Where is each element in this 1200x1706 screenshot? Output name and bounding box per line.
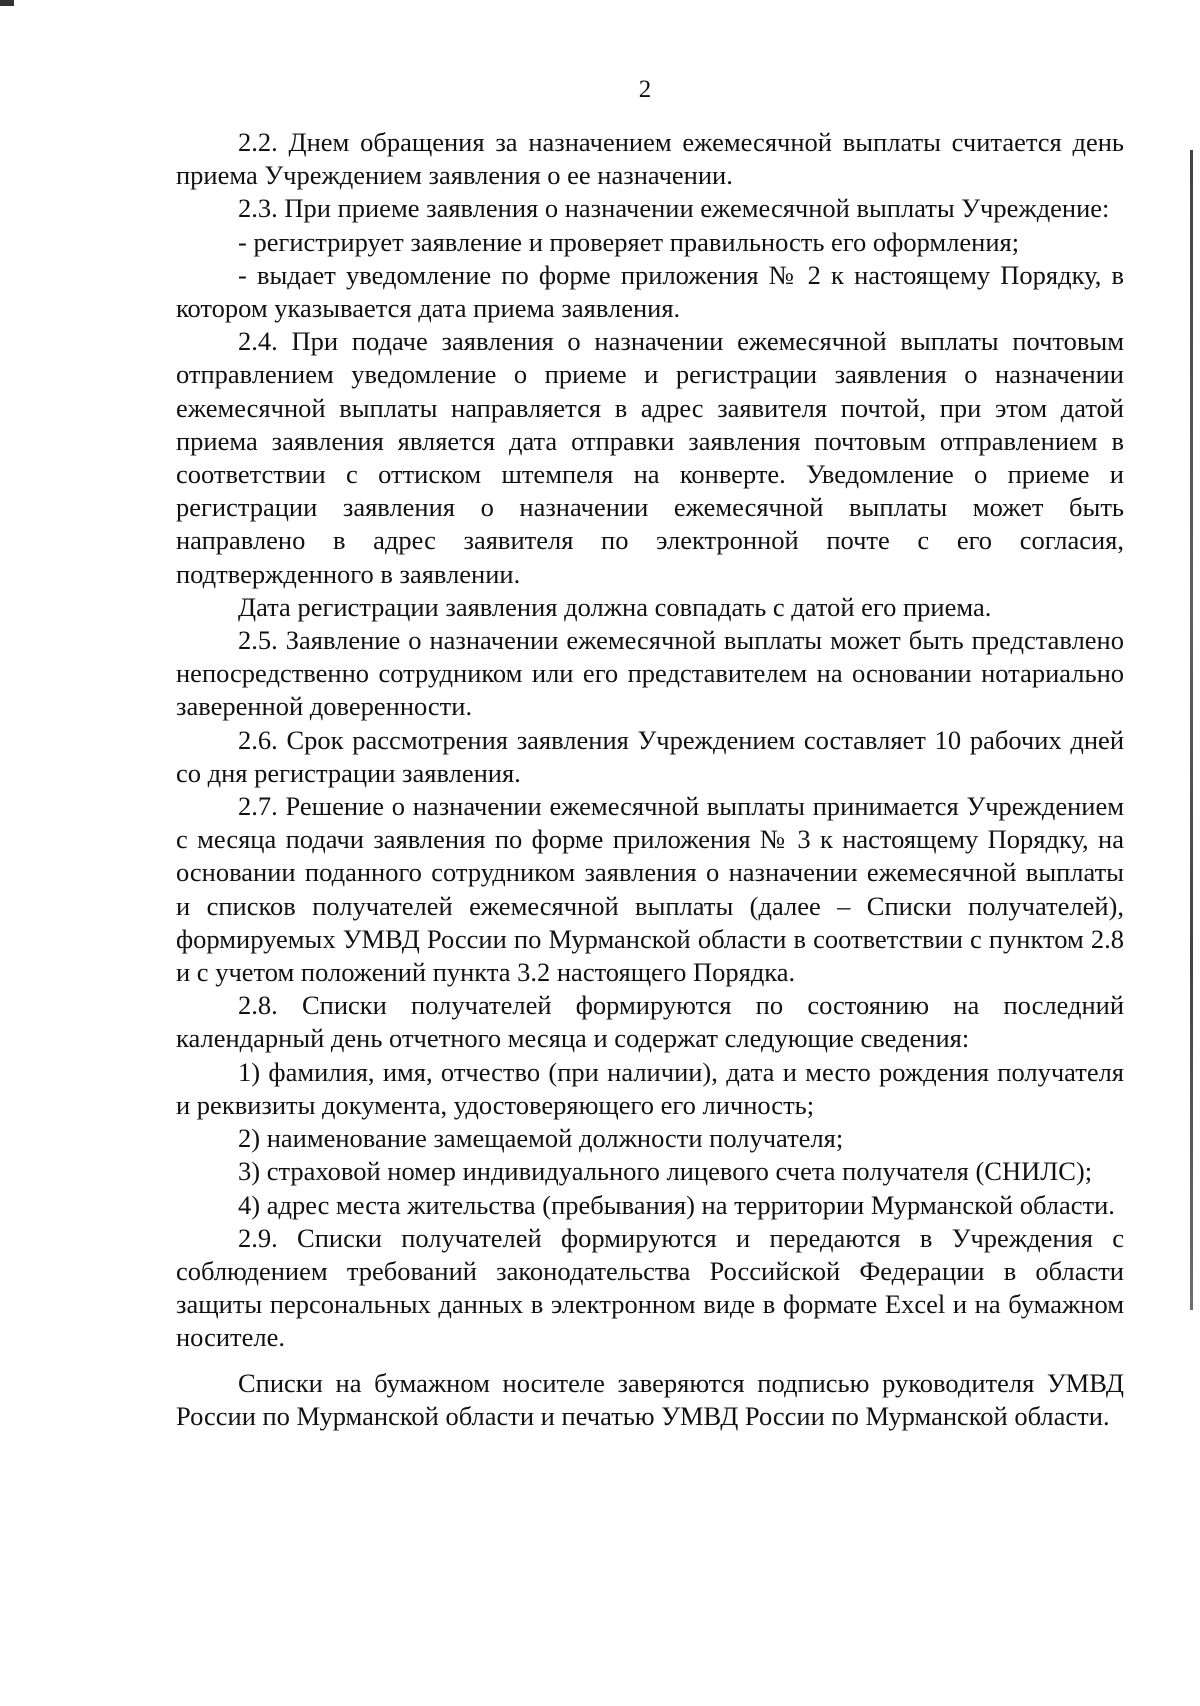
list-item-register: - регистрирует заявление и проверяет правильность его оформления;	[238, 226, 1020, 257]
paragraph-registration-date: Дата регистрации заявления должна совпадать с датой его приема.	[238, 591, 992, 622]
paragraph-2-7: 2.7. Решение о назначении ежемесячной выплаты принимается Учреждением с месяца подачи заявления по форме приложения № 3 к настоящему Порядку, на основании поданного сотрудником заявления о назначении ежемесячной выплаты и списков получателей ежемесячной выплаты (далее – Списки получателей), формируемых УМВД России по Мурманской области в соответствии с пунктом 2.8 и с учетом положений пункта 3.2 настоящего Порядка.	[176, 791, 1124, 988]
paragraph-2-3: 2.3. При приеме заявления о назначении ежемесячной выплаты Учреждение:	[238, 193, 1110, 224]
list-item-1: 1) фамилия, имя, отчество (при наличии), дата и место рождения получателя и реквизиты документа, удостоверяющего его личность;	[176, 1056, 1124, 1120]
paragraph-2-6: 2.6. Срок рассмотрения заявления Учреждением составляет 10 рабочих дней со дня регистрации заявления.	[176, 724, 1124, 788]
paragraph-2-8: 2.8. Списки получателей формируются по состоянию на последний календарный день отчетного месяца и содержат следующие сведения:	[176, 990, 1124, 1054]
list-item-3: 3) страховой номер индивидуального лицевого счета получателя (СНИЛС);	[238, 1156, 1093, 1187]
list-item-2: 2) наименование замещаемой должности получателя;	[238, 1123, 844, 1154]
list-item-4: 4) адрес места жительства (пребывания) на территории Мурманской области.	[238, 1189, 1115, 1220]
paragraph-certification: Списки на бумажном носителе заверяются подписью руководителя УМВД России по Мурманской области и печатью УМВД России по Мурманской области.	[176, 1367, 1124, 1431]
scan-corner-mark	[0, 0, 14, 6]
paragraph-2-5: 2.5. Заявление о назначении ежемесячной выплаты может быть представлено непосредственно сотрудником или его представителем на основании нотариально заверенной доверенности.	[176, 625, 1124, 722]
paragraph-2-2: 2.2. Днем обращения за назначением ежемесячной выплаты считается день приема Учреждением заявления о ее назначении.	[176, 127, 1124, 191]
page-number: 2	[638, 76, 652, 103]
scan-edge-shadow	[1190, 150, 1193, 1310]
document-body	[176, 126, 1124, 1433]
paragraph-2-9: 2.9. Списки получателей формируются и передаются в Учреждения с соблюдением требований законодательства Российской Федерации в области защиты персональных данных в электронном виде в формате Excel и на бумажном носителе.	[176, 1222, 1124, 1353]
list-item-notify: - выдает уведомление по форме приложения № 2 к настоящему Порядку, в котором указывается дата приема заявления.	[176, 259, 1124, 324]
paragraph-2-4: 2.4. При подаче заявления о назначении ежемесячной выплаты почтовым отправлением уведомление о приеме и регистрации заявления о назначении ежемесячной выплаты направляется в адрес заявителя почтой, при этом датой приема заявления является дата отправки заявления почтовым отправлением в соответствии с оттиском штемпеля на конверте. Уведомление о приеме и регистрации заявления о назначении ежемесячной выплаты может быть направлено в адрес заявителя по электронной почте с его согласия, подтвержденного в заявлении.	[176, 326, 1124, 589]
